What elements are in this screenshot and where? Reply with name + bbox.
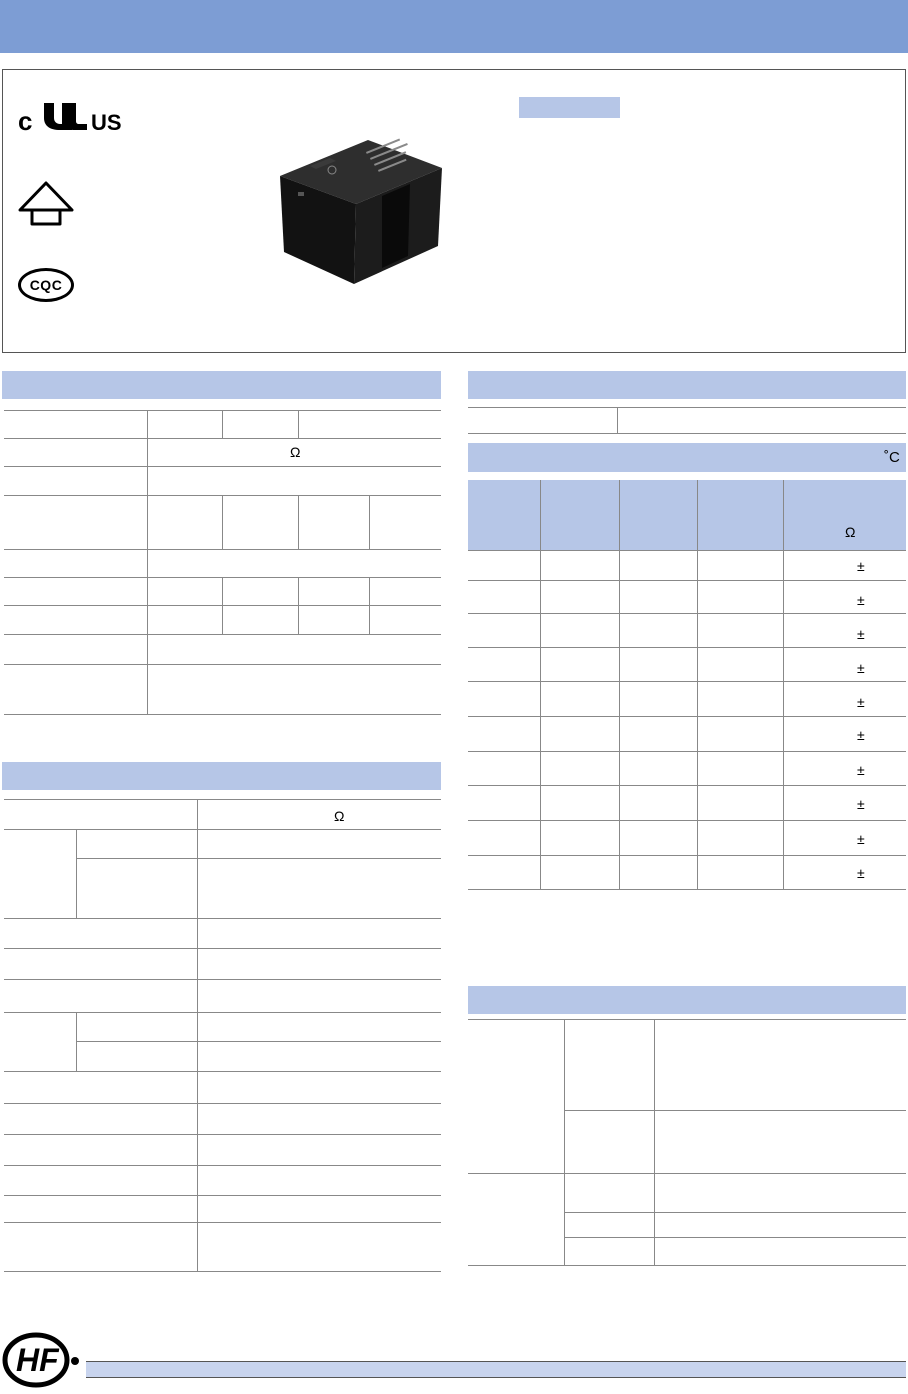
- section-band-left-2: [2, 762, 441, 790]
- section-band-right-1: [468, 371, 906, 399]
- coil-table-header: [468, 480, 906, 550]
- ul-recognized-icon: [18, 100, 124, 134]
- plus-minus-symbol: ±: [857, 831, 865, 847]
- ohm-symbol: Ω: [334, 808, 345, 824]
- section-band-left-1: [2, 371, 441, 399]
- plus-minus-symbol: ±: [857, 762, 865, 778]
- ohm-symbol: Ω: [290, 444, 301, 460]
- plus-minus-symbol: ±: [857, 796, 865, 812]
- cqc-label: CQC: [29, 277, 63, 293]
- svg-text:HF: HF: [16, 1342, 59, 1378]
- cqc-icon: [18, 268, 74, 302]
- ul-us-letters: US: [91, 110, 122, 135]
- plus-minus-symbol: ±: [857, 865, 865, 881]
- section-band-right-2: [468, 443, 906, 472]
- plus-minus-symbol: ±: [857, 626, 865, 642]
- footer-bar: [86, 1361, 906, 1378]
- relay-photo: [270, 134, 455, 294]
- ohm-symbol: Ω: [845, 524, 856, 540]
- hf-logo-icon: [2, 1331, 82, 1389]
- ul-c-letter: c: [18, 106, 33, 136]
- header-bar: [0, 0, 908, 53]
- plus-minus-symbol: ±: [857, 592, 865, 608]
- triangle-cert-icon: [16, 180, 76, 230]
- section-band-right-3: [468, 986, 906, 1014]
- hero-label-band: [519, 97, 620, 118]
- plus-minus-symbol: ±: [857, 727, 865, 743]
- plus-minus-symbol: ±: [857, 660, 865, 676]
- plus-minus-symbol: ±: [857, 558, 865, 574]
- plus-minus-symbol: ±: [857, 694, 865, 710]
- degree-celsius: ˚C: [884, 449, 900, 466]
